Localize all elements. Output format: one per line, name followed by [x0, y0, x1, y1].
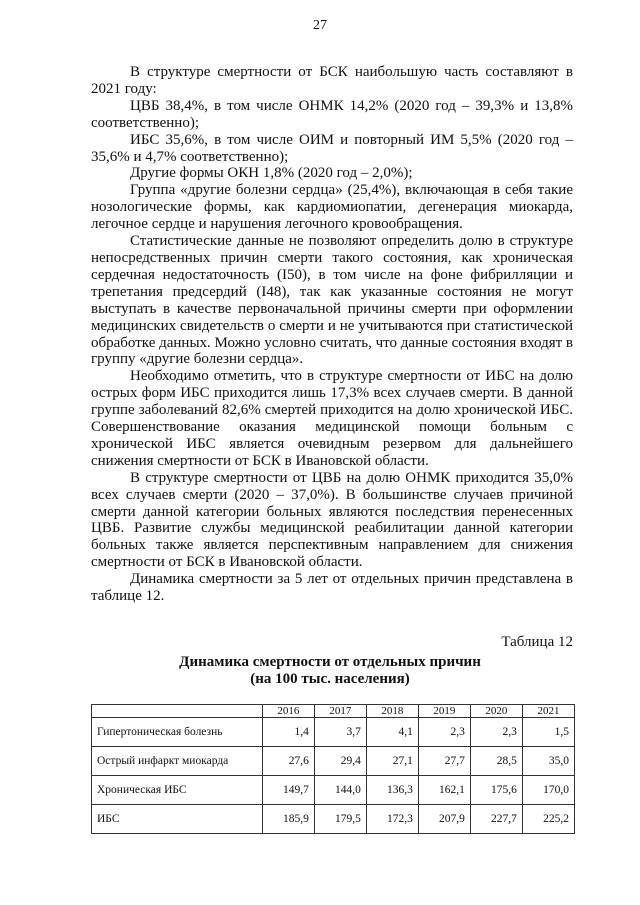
year-header: 2016 — [262, 705, 314, 718]
row-label: ИБС — [92, 805, 263, 834]
table-cell: 35,0 — [522, 747, 574, 776]
year-header: 2019 — [418, 705, 470, 718]
paragraph: В структуре смертности от ЦВБ на долю ОНМК приходится 35,0% всех случаев смерти (2020 – 37,0%). В большинстве случаев причиной смерти данной категории больных являются последствия перенесенных ЦВБ. Развитие службы медицинской реабилитации данной категории больных также является перспективным направлением для снижения смертности от БСК в Ивановской области. — [91, 469, 573, 571]
table-cell: 27,7 — [418, 747, 470, 776]
table-header-row — [92, 705, 575, 718]
year-header: 2021 — [522, 705, 574, 718]
header-empty-cell — [92, 705, 263, 718]
table-cell: 175,6 — [470, 776, 522, 805]
table-cell: 172,3 — [366, 805, 418, 834]
table-cell: 162,1 — [418, 776, 470, 805]
mortality-table — [91, 704, 575, 834]
year-header: 2020 — [470, 705, 522, 718]
paragraph: Другие формы ОКН 1,8% (2020 год – 2,0%); — [130, 165, 413, 182]
table-cell: 2,3 — [470, 718, 522, 747]
table-cell: 207,9 — [418, 805, 470, 834]
body-text — [91, 64, 573, 605]
table-cell: 136,3 — [366, 776, 418, 805]
table-row — [92, 747, 575, 776]
table-label: Таблица 12 — [501, 634, 573, 650]
table-cell: 227,7 — [470, 805, 522, 834]
table-cell: 1,5 — [522, 718, 574, 747]
page-number: 27 — [313, 18, 327, 33]
table-title — [0, 654, 640, 688]
table-cell: 179,5 — [314, 805, 366, 834]
table-title-line-2: (на 100 тыс. населения) — [250, 671, 410, 687]
paragraph: Статистические данные не позволяют определить долю в структуре непосредственных причин смерти такого состояния, как хроническая сердечная недостаточность (I50), в том числе на фоне фибрилляции и трепетания предсердий (I48), так как указанные состояния не могут выступать в качестве первоначальной причины смерти при оформлении медицинских свидетельств о смерти и не учитываются при статистической обработке данных. Можно условно считать, что данные состояния входят в группу «другие болезни сердца». — [91, 233, 573, 368]
paragraph: ЦВБ 38,4%, в том числе ОНМК 14,2% (2020 год – 39,3% и 13,8% соответственно); — [91, 97, 573, 131]
table-row — [92, 718, 575, 747]
paragraph: В структуре смертности от БСК наибольшую часть составляют в 2021 году: — [91, 64, 573, 97]
table-cell: 144,0 — [314, 776, 366, 805]
year-header: 2017 — [314, 705, 366, 718]
year-header: 2018 — [366, 705, 418, 718]
table-cell: 170,0 — [522, 776, 574, 805]
paragraph: ИБС 35,6%, в том числе ОИМ и повторный ИМ 5,5% (2020 год – 35,6% и 4,7% соответственно); — [91, 131, 573, 165]
table-cell: 1,4 — [262, 718, 314, 747]
table-row — [92, 776, 575, 805]
table-cell: 4,1 — [366, 718, 418, 747]
table-cell: 149,7 — [262, 776, 314, 805]
table-cell: 225,2 — [522, 805, 574, 834]
table-cell: 2,3 — [418, 718, 470, 747]
row-label: Острый инфаркт миокарда — [92, 747, 263, 776]
paragraph: Группа «другие болезни сердца» (25,4%), включающая в себя такие нозологические формы, как кардиомиопатии, дегенерация миокарда, легочное сердце и нарушения легочного кровообращения. — [91, 182, 573, 233]
table-cell: 185,9 — [262, 805, 314, 834]
row-label: Хроническая ИБС — [92, 776, 263, 805]
row-label: Гипертоническая болезнь — [92, 718, 263, 747]
table-cell: 27,1 — [366, 747, 418, 776]
paragraph: Необходимо отметить, что в структуре смертности от ИБС на долю острых форм ИБС приходится лишь 17,3% всех случаев смерти. В данной группе заболеваний 82,6% смертей приходится на долю хронической ИБС. Совершенствование оказания медицинской помощи больным с хронической ИБС является очевидным резервом для дальнейшего снижения смертности от БСК в Ивановской области. — [91, 368, 573, 469]
table-cell: 28,5 — [470, 747, 522, 776]
table-cell: 3,7 — [314, 718, 366, 747]
paragraph: Динамика смертности за 5 лет от отдельных причин представлена в таблице 12. — [91, 571, 573, 605]
table-row — [92, 805, 575, 834]
table-cell: 29,4 — [314, 747, 366, 776]
table-title-line-1: Динамика смертности от отдельных причин — [179, 654, 481, 670]
table-cell: 27,6 — [262, 747, 314, 776]
